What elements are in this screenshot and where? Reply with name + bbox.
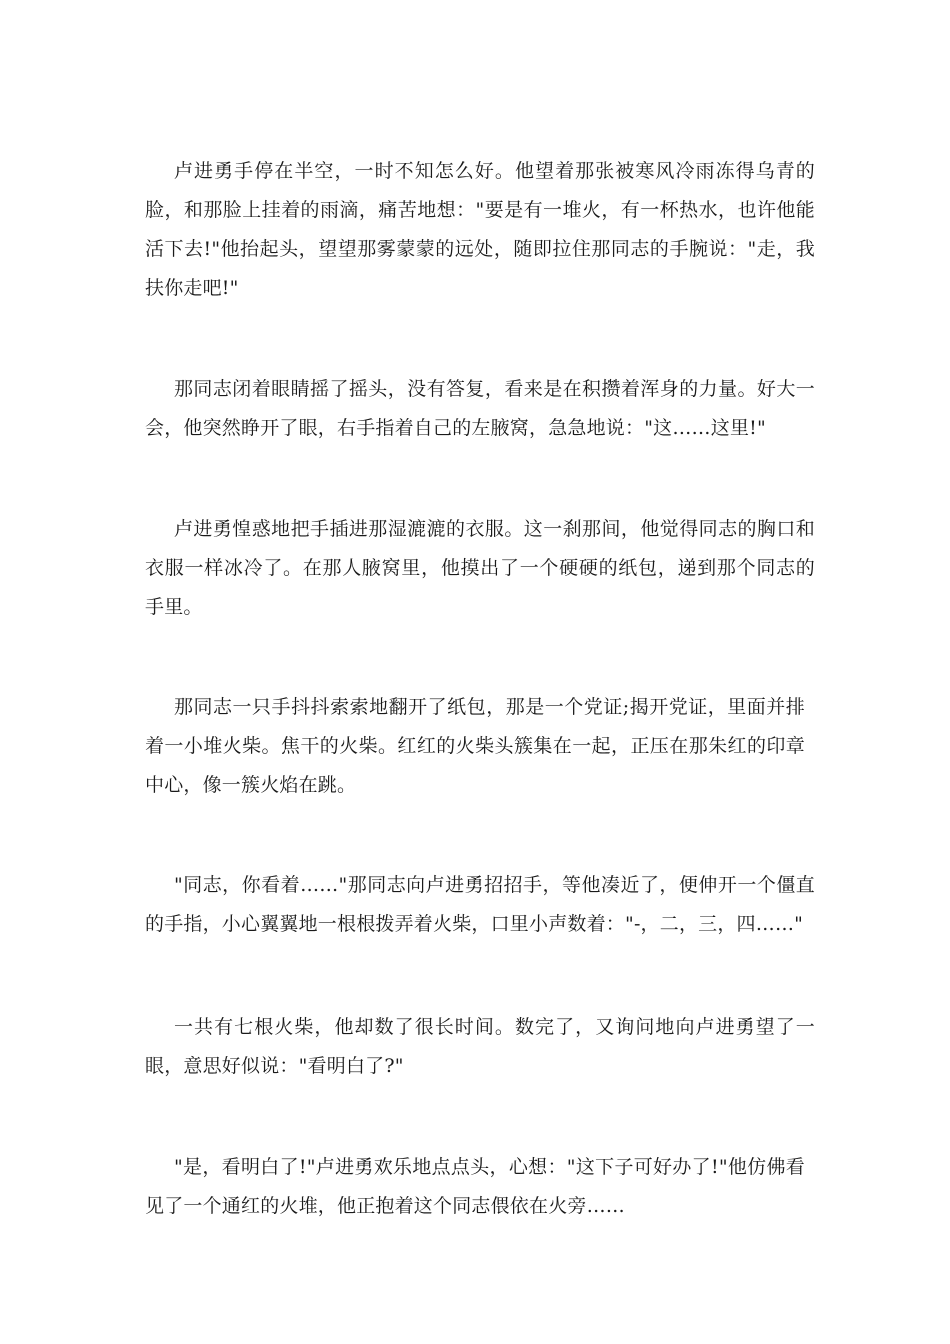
paragraph-6: 一共有七根火柴，他却数了很长时间。数完了，又询问地向卢进勇望了一眼，意思好似说："看明白了?" xyxy=(145,1016,815,1077)
paragraph-3: 卢进勇惶惑地把手插进那湿漉漉的衣服。这一刹那间，他觉得同志的胸口和衣服一样冰冷了。在那人腋窝里，他摸出了一个硬硬的纸包，递到那个同志的手里。 xyxy=(145,518,815,618)
paragraph-5: "同志，你看着……"那同志向卢进勇招招手，等他凑近了，便伸开一个僵直的手指，小心翼翼地一根根拨弄着火柴，口里小声数着："-，二，三，四……" xyxy=(145,874,815,935)
paragraph-7: "是，看明白了!"卢进勇欢乐地点点头，心想："这下子可好办了!"他仿佛看见了一个通红的火堆，他正抱着这个同志偎依在火旁…… xyxy=(145,1156,805,1217)
paragraph-4: 那同志一只手抖抖索索地翻开了纸包，那是一个党证;揭开党证，里面并排着一小堆火柴。焦干的火柴。红红的火柴头簇集在一起，正压在那朱红的印章中心，像一簇火焰在跳。 xyxy=(145,696,805,796)
paragraph-1: 卢进勇手停在半空，一时不知怎么好。他望着那张被寒风冷雨冻得乌青的脸，和那脸上挂着的雨滴，痛苦地想："要是有一堆火，有一杯热水，也许他能活下去!"他抬起头，望望那雾蒙蒙的远处，随即拉住那同志的手腕说："走，我扶你走吧!" xyxy=(145,160,815,299)
paragraph-2: 那同志闭着眼睛摇了摇头，没有答复，看来是在积攒着浑身的力量。好大一会，他突然睁开了眼，右手指着自己的左腋窝，急急地说："这……这里!" xyxy=(145,378,815,439)
